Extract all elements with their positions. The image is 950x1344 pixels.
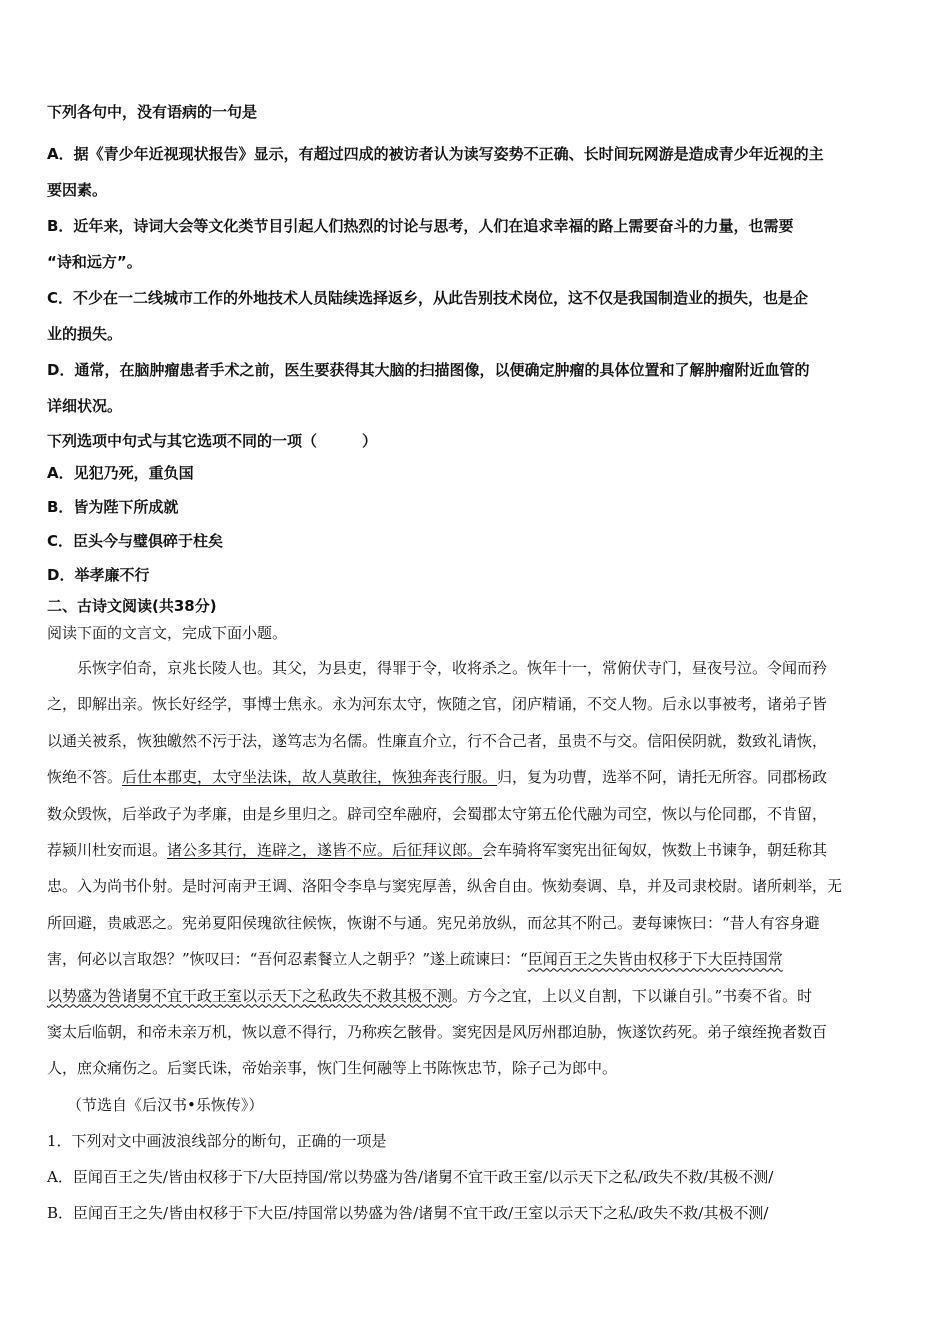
passage-source: （节选自《后汉书•乐恢传》）	[67, 1095, 264, 1114]
q1-option-c[interactable]	[47, 280, 909, 352]
passage-text: 。方今之宜，上以义自割，下以谦自引。”书奏不省。时	[452, 986, 813, 1005]
wavy-underlined-text: 臣闻百王之失皆由权移于下大臣持国常	[527, 950, 783, 969]
q2-option-b[interactable]: B．皆为陛下所成就	[47, 498, 179, 516]
passage-line: 之，即解出亲。恢长好经学，事博士焦永。永为河东太守，恢随之官，闭庐精诵，不交人物。后永以事被考，诸弟子皆	[47, 695, 828, 714]
section-title: 二、古诗文阅读(共38分)	[47, 597, 217, 615]
q2-option-c[interactable]: C．臣头今与璧俱碎于柱矣	[47, 532, 224, 550]
passage-line	[47, 832, 909, 868]
section-instruction: 阅读下面的文言文，完成下面小题。	[47, 624, 288, 642]
q1-option-d[interactable]	[47, 352, 909, 424]
passage-line	[47, 941, 909, 977]
passage-line	[47, 978, 909, 1014]
sub-question-1-option-a[interactable]: A．臣闻百王之失/皆由权移于下/大臣持国/常以势盛为咎/诸舅不宜干政王室/以示天下之私/政失不救/其极不测/	[47, 1167, 774, 1186]
passage-line: 窦太后临朝，和帝未亲万机，恢以意不得行，乃称疾乞骸骨。窦宪因是风厉州郡迫胁，恢遂饮药死。弟子缞绖挽者数百	[47, 1023, 828, 1042]
option-line: “诗和远方”。	[47, 253, 142, 271]
passage-line: 乐恢字伯奇，京兆长陵人也。其父，为县吏，得罪于令，收将杀之。恢年十一，常俯伏寺门，昼夜号泣。令闻而矜	[77, 659, 828, 677]
passage-text: 会车骑将军窦宪出征匈奴，恢数上书谏争，朝廷称其	[482, 841, 828, 860]
underlined-sentence: 诸公多其行，连辟之，遂皆不应。后征拜议郎。	[167, 841, 483, 860]
q1-option-b[interactable]	[47, 208, 909, 280]
passage-text: 恢绝不答。	[47, 768, 123, 787]
passage-line: 人，庶众痛伤之。后窦氏诛，帝始亲事，恢门生何融等上书陈恢忠节，除子己为郎中。	[47, 1059, 618, 1078]
q2-option-d[interactable]: D．举孝廉不行	[47, 566, 150, 584]
q1-stem: 下列各句中，没有语病的一句是	[47, 103, 258, 121]
q1-option-a[interactable]	[47, 136, 909, 208]
sub-question-1-stem: 1．下列对文中画波浪线部分的断句，正确的一项是	[47, 1131, 387, 1150]
q2-option-a[interactable]: A．见犯乃死，重负国	[47, 464, 194, 482]
passage-line	[47, 759, 909, 795]
option-line: 要因素。	[47, 181, 108, 199]
option-line: 业的损失。	[47, 325, 123, 343]
passage-line: 忠。入为尚书仆射。是时河南尹王调、洛阳令李阜与窦宪厚善，纵舍自由。恢劾奏调、阜，并及司隶校尉。诸所刺举，无	[47, 877, 843, 896]
passage-line: 以通关被系，恢独皦然不污于法，遂笃志为名儒。性廉直介立，行不合己者，虽贵不与交。信阳侯阴就，数致礼请恢，	[47, 731, 828, 750]
classical-passage	[47, 650, 909, 1087]
passage-text: 荐颍川杜安而退。	[47, 841, 168, 860]
passage-text: 归，复为功曹，选举不阿，请托无所容。同郡杨政	[497, 768, 828, 787]
option-line: D．通常，在脑肿瘤患者手术之前，医生要获得其大脑的扫描图像，以便确定肿瘤的具体位置和了解肿瘤附近血管的	[47, 361, 810, 379]
underlined-sentence: 后仕本郡吏，太守坐法诛，故人莫敢往，恢独奔丧行服。	[122, 768, 498, 787]
sub-question-1-option-b[interactable]: B．臣闻百王之失/皆由权移于下大臣/持国常以势盛为咎/诸舅不宜干政/王室以示天下之私/政失不救/其极不测/	[47, 1203, 769, 1222]
option-line: B．近年来，诗词大会等文化类节目引起人们热烈的讨论与思考，人们在追求幸福的路上需要奋斗的力量，也需要	[47, 217, 794, 235]
wavy-underlined-text: 以势盛为咎诸舅不宜干政王室以示天下之私政失不救其极不测	[47, 986, 453, 1005]
option-line: 详细状况。	[47, 397, 123, 415]
option-line: A．据《青少年近视现状报告》显示，有超过四成的被访者认为读写姿势不正确、长时间玩网游是造成青少年近视的主	[47, 145, 824, 163]
option-line: C．不少在一二线城市工作的外地技术人员陆续选择返乡，从此告别技术岗位，这不仅是我国制造业的损失，也是企	[47, 289, 809, 307]
exam-page	[47, 100, 909, 1231]
passage-line: 所回避，贵戚恶之。宪弟夏阳侯瑰欲往候恢，恢谢不与通。宪兄弟放纵，而忿其不附己。妻每谏恢曰：“昔人有容身避	[47, 913, 820, 932]
q2-stem: 下列选项中句式与其它选项不同的一项（ ）	[47, 432, 378, 450]
passage-line: 数众毁恢，后举政子为孝廉，由是乡里归之。辟司空牟融府，会蜀郡太守第五伦代融为司空，恢以与伦同郡，不肯留，	[47, 804, 828, 823]
passage-text: 害，何必以言取怨？”恢叹曰：“吾何忍素餐立人之朝乎？”遂上疏谏曰：“	[47, 950, 528, 969]
